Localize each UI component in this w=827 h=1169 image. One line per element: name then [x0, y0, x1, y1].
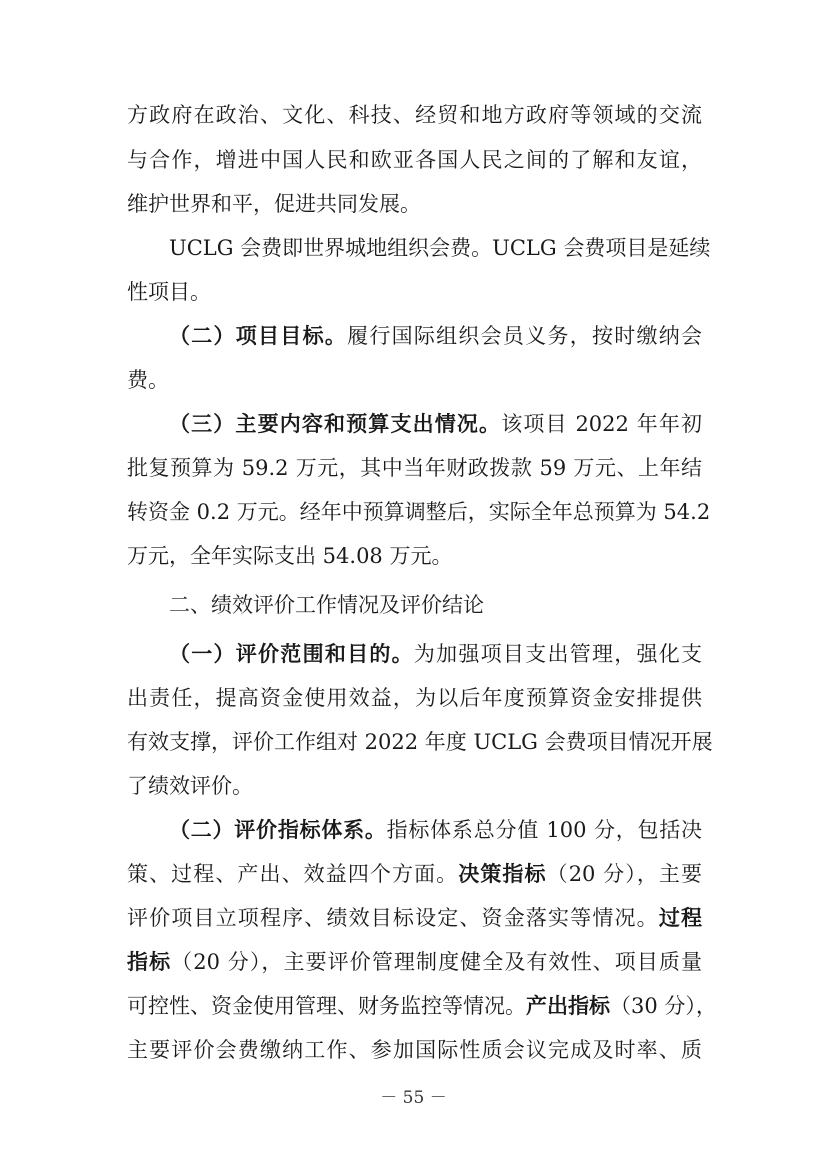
paragraph-line — [127, 860, 702, 888]
paragraph-text: 指标体系总分值 100 分，包括决 — [386, 818, 702, 842]
paragraph-text: （20 分），主要评价管理制度健全及有效性、项目质量 — [171, 950, 702, 974]
paragraph-line: 批复预算为 59.2 万元，其中当年财政拨款 59 万元、上年结 — [127, 456, 702, 480]
section-label: （一）评价范围和目的。 — [169, 641, 414, 666]
paragraph-line — [169, 816, 702, 844]
paragraph-line: 与合作，增进中国人民和欧亚各国人民之间的了解和友谊， — [127, 148, 702, 172]
section-label: （三）主要内容和预算支出情况。 — [169, 411, 502, 436]
paragraph-line: 了绩效评价。 — [127, 774, 253, 798]
paragraph-line: 出责任，提高资金使用效益，为以后年度预算资金安排提供 — [127, 686, 702, 710]
paragraph-line: 维护世界和平，促进共同发展。 — [127, 192, 421, 216]
section-heading: 二、绩效评价工作情况及评价结论 — [169, 593, 484, 617]
paragraph-text: 为加强项目支出管理，强化支 — [413, 642, 703, 666]
paragraph-text: 该项目 2022 年年初 — [501, 412, 703, 436]
paragraph-text: 策、过程、产出、效益四个方面。 — [127, 862, 459, 886]
paragraph-line: 方政府在政治、文化、科技、经贸和地方政府等领域的交流 — [127, 103, 702, 127]
term-label: 决策指标 — [458, 861, 547, 886]
paragraph-line — [169, 410, 702, 438]
paragraph-line: UCLG 会费即世界城地组织会费。UCLG 会费项目是延续 — [169, 236, 711, 260]
paragraph-text: 可控性、资金使用管理、财务监控等情况。 — [127, 994, 526, 1018]
paragraph-line: 主要评价会费缴纳工作、参加国际性质会议完成及时率、质 — [127, 1038, 702, 1062]
paragraph-line: 万元，全年实际支出 54.08 万元。 — [127, 544, 453, 568]
paragraph-line — [127, 948, 702, 976]
paragraph-line: 有效支撑，评价工作组对 2022 年度 UCLG 会费项目情况开展 — [127, 730, 713, 754]
paragraph-line: 性项目。 — [127, 280, 211, 304]
paragraph-line — [127, 904, 702, 932]
paragraph-line: 费。 — [127, 368, 169, 392]
paragraph-text: （20 分），主要 — [546, 862, 703, 886]
paragraph-text: 评价项目立项程序、绩效目标设定、资金落实等情况。 — [127, 906, 659, 930]
paragraph-line — [169, 640, 702, 668]
term-label: 产出指标 — [526, 993, 610, 1018]
paragraph-text: （30 分）， — [610, 994, 717, 1018]
term-label: 指标 — [127, 949, 172, 974]
section-label: （二）项目目标。 — [169, 323, 348, 348]
paragraph-line — [169, 322, 702, 350]
term-label: 过程 — [658, 905, 703, 930]
paragraph-text: 履行国际组织会员义务，按时缴纳会 — [347, 324, 703, 348]
paragraph-line — [127, 992, 717, 1020]
page-number: － 55 － — [380, 1088, 447, 1108]
section-label: （二）评价指标体系。 — [169, 817, 387, 842]
paragraph-line: 转资金 0.2 万元。经年中预算调整后，实际全年总预算为 54.2 — [127, 500, 711, 524]
